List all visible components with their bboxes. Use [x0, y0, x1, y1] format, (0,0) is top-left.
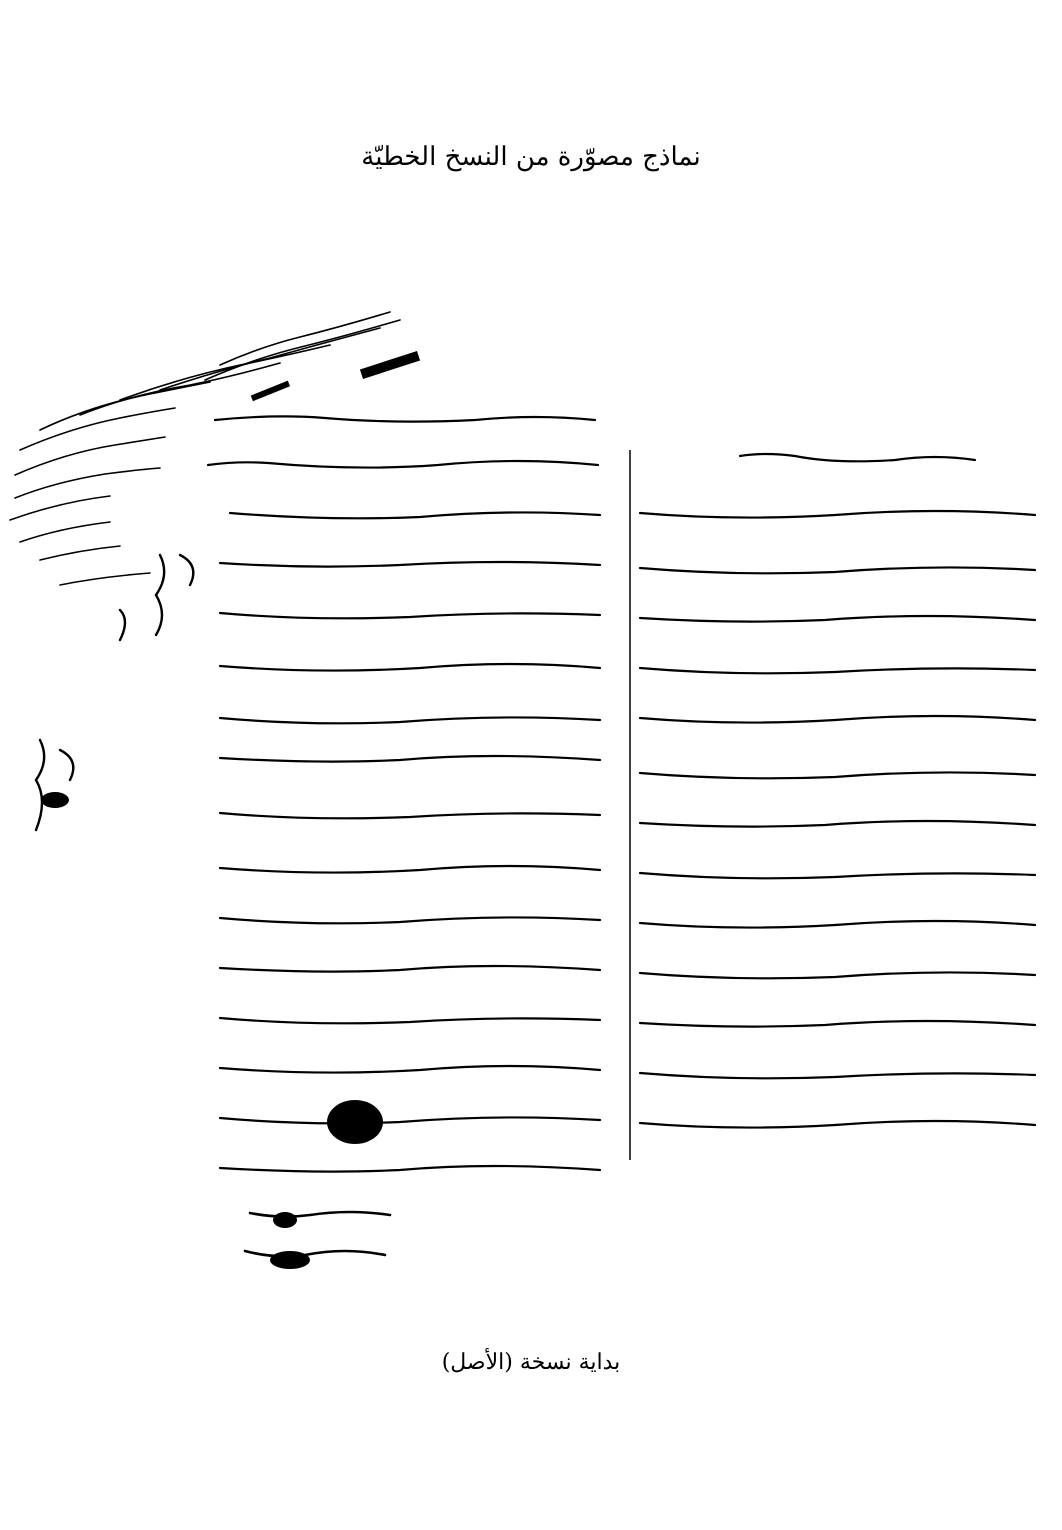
manuscript-caption: بداية نسخة (الأصل) [441, 1350, 621, 1375]
manuscript-facsimile [0, 270, 1062, 1330]
marginal-note [10, 312, 420, 585]
page-title: نماذج مصوّرة من النسخ الخطيّة [361, 142, 701, 172]
manuscript-left-column [208, 416, 630, 1269]
margin-scribbles [36, 555, 193, 830]
manuscript-right-column [640, 454, 1040, 1128]
